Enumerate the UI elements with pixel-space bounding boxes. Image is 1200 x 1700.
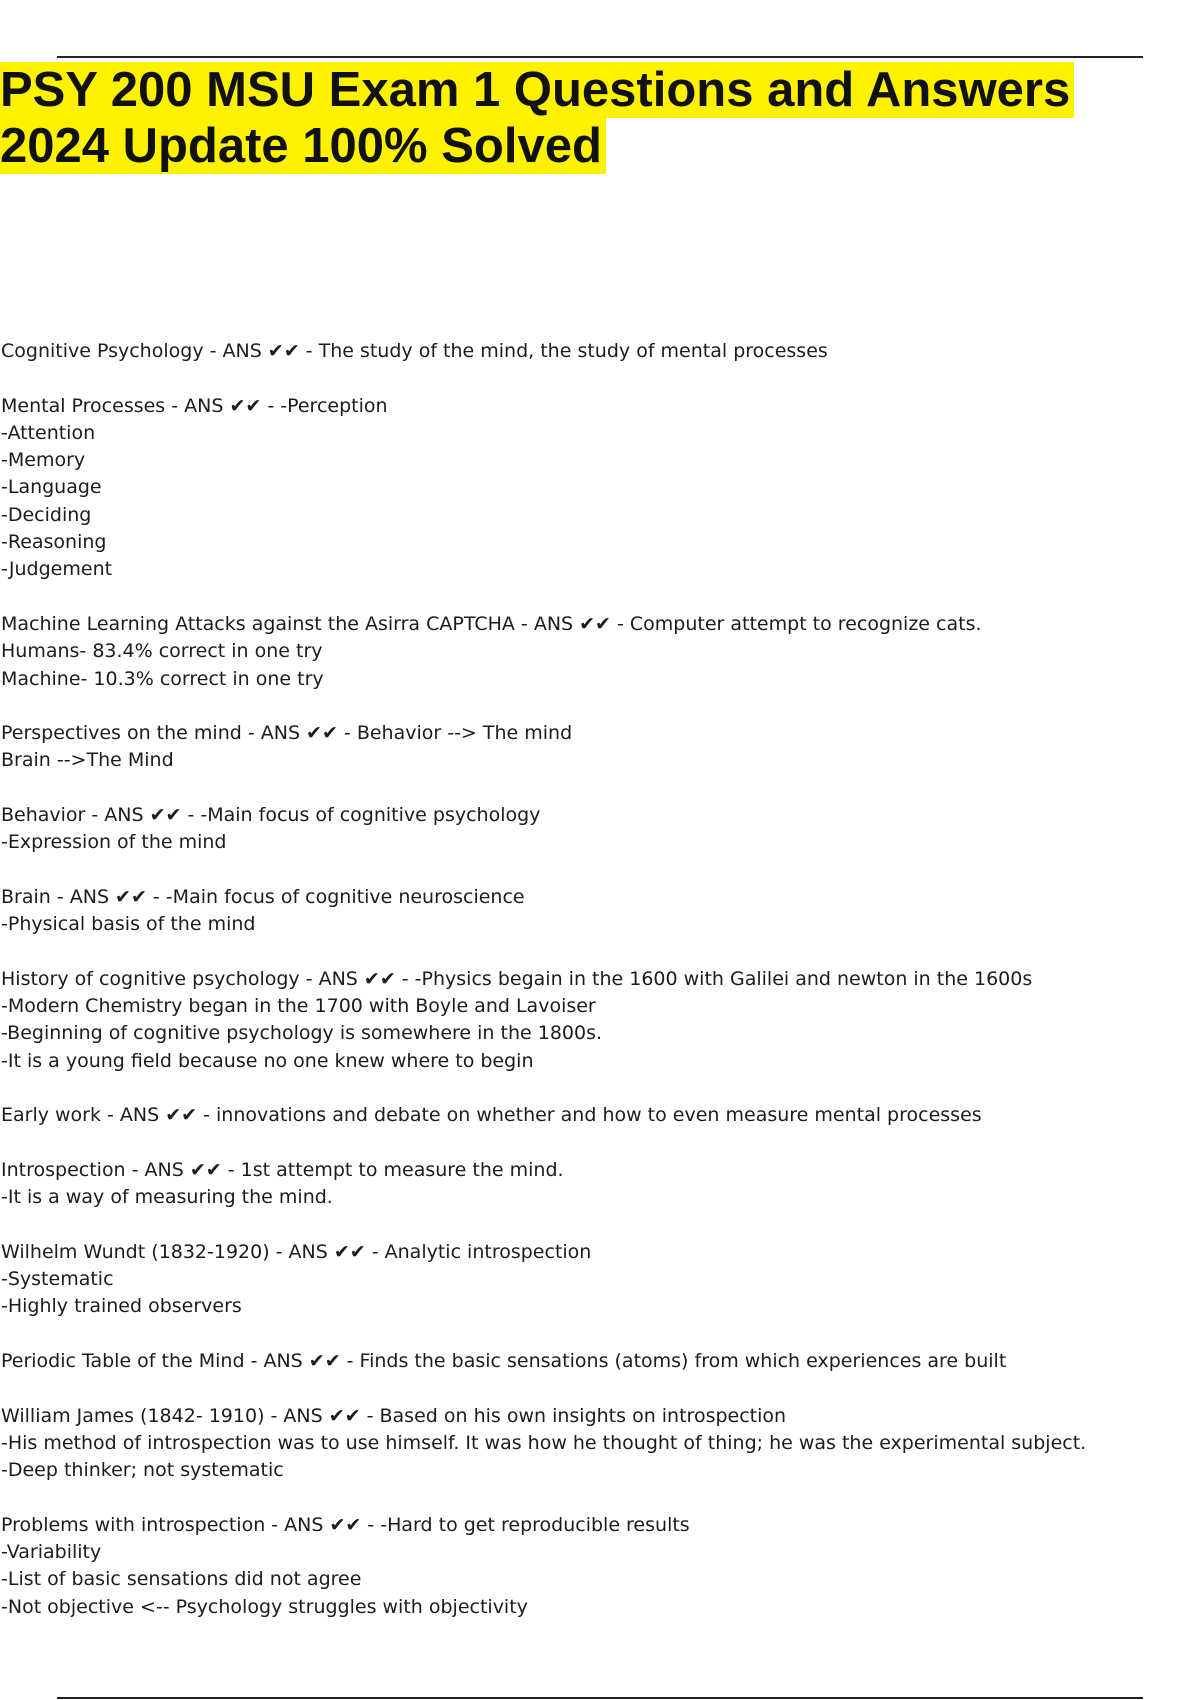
qa-answer-line: Brain -->The Mind (1, 749, 174, 772)
qa-question-line: Mental Processes - ANS ✔✔ - -Perception (1, 394, 388, 417)
qa-question-line: Early work - ANS ✔✔ - innovations and debate on whether and how to even measure mental processes (1, 1104, 982, 1127)
qa-answer-line: -Physical basis of the mind (1, 913, 256, 936)
top-rule (57, 56, 1143, 58)
qa-answer-line: -Attention (1, 421, 96, 444)
qa-answer-line: -Not objective <-- Psychology struggles with objectivity (1, 1595, 528, 1618)
qa-item (1, 1157, 1181, 1212)
qa-answer-line: -Deciding (1, 503, 92, 526)
qa-answer-line: -Systematic (1, 1268, 114, 1291)
qa-question-line: Machine Learning Attacks against the Asirra CAPTCHA - ANS ✔✔ - Computer attempt to recognize cats. (1, 612, 982, 635)
qa-answer-line: -It is a young field because no one knew where to begin (1, 1049, 534, 1072)
qa-question-line: Cognitive Psychology - ANS ✔✔ - The study of the mind, the study of mental processes (1, 340, 828, 362)
qa-question-line: Wilhelm Wundt (1832-1920) - ANS ✔✔ - Analytic introspection (1, 1240, 592, 1263)
bottom-rule (57, 1697, 1143, 1699)
document-title (0, 62, 1180, 174)
qa-answer-line: -Highly trained observers (1, 1295, 242, 1318)
qa-item (1, 966, 1181, 1075)
qa-answer-line: -Judgement (1, 558, 113, 581)
qa-item (1, 611, 1181, 693)
qa-question-line: William James (1842- 1910) - ANS ✔✔ - Based on his own insights on introspection (1, 1404, 787, 1427)
qa-answer-line: -Memory (1, 449, 86, 472)
qa-item (1, 1102, 1181, 1129)
qa-answer-line: -List of basic sensations did not agree (1, 1568, 362, 1591)
qa-answer-line: -Variability (1, 1541, 102, 1564)
qa-item (1, 1512, 1181, 1621)
qa-question-line: Periodic Table of the Mind - ANS ✔✔ - Finds the basic sensations (atoms) from which experiences are built (1, 1349, 1007, 1372)
qa-answer-line: -His method of introspection was to use himself. It was how he thought of thing; he was the experimental subject. (1, 1431, 1087, 1454)
qa-question-line: Problems with introspection - ANS ✔✔ - -Hard to get reproducible results (1, 1513, 690, 1536)
qa-question-line: Introspection - ANS ✔✔ - 1st attempt to measure the mind. (1, 1158, 564, 1181)
qa-item (1, 1239, 1181, 1321)
qa-question-line: Behavior - ANS ✔✔ - -Main focus of cognitive psychology (1, 804, 541, 827)
qa-answer-line: -Expression of the mind (1, 831, 227, 854)
qa-answer-line: -Language (1, 476, 102, 499)
title-line: PSY 200 MSU Exam 1 Questions and Answers (0, 62, 1074, 118)
qa-answer-line: -Beginning of cognitive psychology is somewhere in the 1800s. (1, 1022, 603, 1045)
qa-question-line: Perspectives on the mind - ANS ✔✔ - Behavior --> The mind (1, 722, 573, 745)
qa-question-line: History of cognitive psychology - ANS ✔✔ - -Physics begain in the 1600 with Galilei and newton in the 1600s (1, 967, 1033, 990)
qa-answer-line: Machine- 10.3% correct in one try (1, 667, 324, 690)
qa-answer-line: Humans- 83.4% correct in one try (1, 640, 323, 663)
qa-item (1, 1348, 1181, 1375)
qa-answer-line: -Deep thinker; not systematic (1, 1459, 284, 1482)
qa-answer-line: -Modern Chemistry began in the 1700 with Boyle and Lavoiser (1, 995, 596, 1018)
qa-item (1, 1403, 1181, 1485)
qa-answer-line: -Reasoning (1, 531, 107, 554)
qa-answer-line: -It is a way of measuring the mind. (1, 1186, 333, 1209)
qa-list (1, 338, 1181, 1648)
qa-item (1, 393, 1181, 584)
title-line: 2024 Update 100% Solved (0, 118, 606, 174)
qa-item (1, 884, 1181, 939)
qa-question-line: Brain - ANS ✔✔ - -Main focus of cognitive neuroscience (1, 885, 525, 908)
qa-item (1, 802, 1181, 857)
qa-item (1, 338, 1181, 365)
qa-item (1, 720, 1181, 775)
